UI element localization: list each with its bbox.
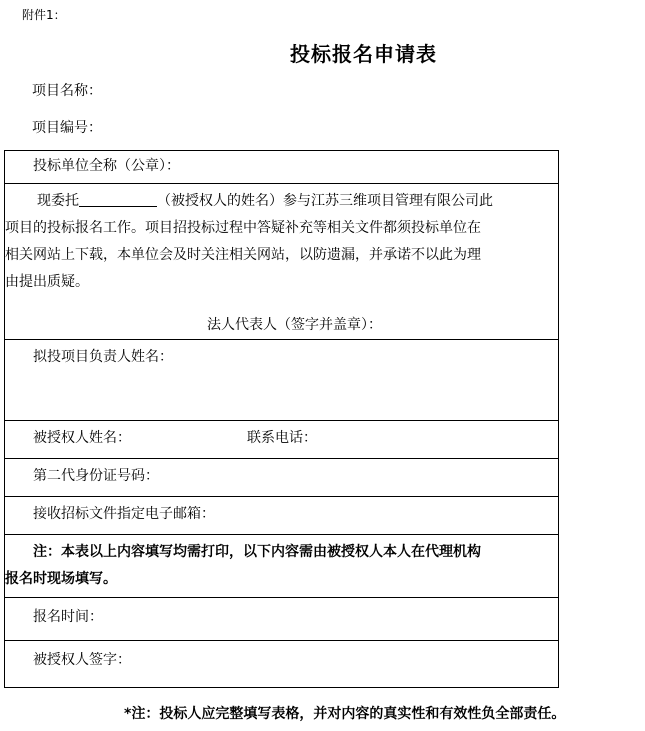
page-title: 投标报名申请表 — [290, 42, 437, 66]
table-row — [5, 421, 559, 459]
table-row — [5, 459, 559, 497]
table-row — [5, 598, 559, 641]
registration-time-cell[interactable] — [5, 598, 559, 641]
email-label: 接收招标文件指定电子邮箱： — [33, 506, 215, 522]
attachment-label: 附件1： — [22, 8, 66, 22]
table-note — [5, 535, 558, 593]
note-line: 报名时现场填写。 — [5, 571, 117, 587]
registration-time-label: 报名时间： — [33, 609, 103, 625]
consent-paragraph — [5, 184, 558, 339]
consent-suffix: （被授权人的姓名）参与江苏三维项目管理有限公司此 — [157, 193, 493, 209]
note-line: 注：本表以上内容填写均需打印，以下内容需由被授权人本人在代理机构 — [33, 544, 481, 560]
authorized-signature-cell[interactable] — [5, 641, 559, 688]
table-row — [5, 535, 559, 598]
id-number-label: 第二代身份证号码： — [33, 468, 159, 484]
note-cell — [5, 535, 559, 598]
bidder-name-label: 投标单位全称（公章）： — [33, 158, 180, 174]
authorized-signature-label: 被授权人签字： — [33, 652, 131, 668]
consent-line: 项目的投标报名工作。项目招投标过程中答疑补充等相关文件都须投标单位在 — [5, 220, 481, 236]
project-leader-label: 拟投项目负责人姓名： — [33, 349, 173, 365]
authorized-person-line — [5, 421, 558, 451]
consent-line — [5, 188, 554, 215]
footnote: *注：投标人应完整填写表格，并对内容的真实性和有效性负全部责任。 — [124, 706, 566, 722]
project-leader-cell[interactable] — [5, 340, 559, 421]
consent-line: 相关网站上下载，本单位会及时关注相关网站，以防遗漏，并承诺不以此为理 — [5, 247, 481, 263]
email-cell[interactable] — [5, 497, 559, 535]
id-number-cell[interactable] — [5, 459, 559, 497]
legal-rep-label: 法人代表人（签字并盖章）： — [207, 317, 382, 333]
application-form-table — [4, 150, 559, 688]
table-row — [5, 497, 559, 535]
table-row — [5, 641, 559, 688]
authorized-name-blank[interactable] — [79, 192, 157, 207]
consent-prefix: 现委托 — [37, 193, 79, 209]
table-row — [5, 184, 559, 340]
consent-cell — [5, 184, 559, 340]
table-row — [5, 340, 559, 421]
contact-phone-label: 联系电话： — [247, 430, 317, 446]
project-number-label: 项目编号： — [32, 120, 102, 136]
table-row — [5, 151, 559, 184]
authorized-person-cell[interactable] — [5, 421, 559, 459]
project-name-label: 项目名称： — [32, 83, 102, 99]
bidder-name-cell[interactable] — [5, 151, 559, 184]
authorized-name-label: 被授权人姓名： — [33, 430, 131, 446]
consent-line: 由提出质疑。 — [5, 274, 89, 290]
